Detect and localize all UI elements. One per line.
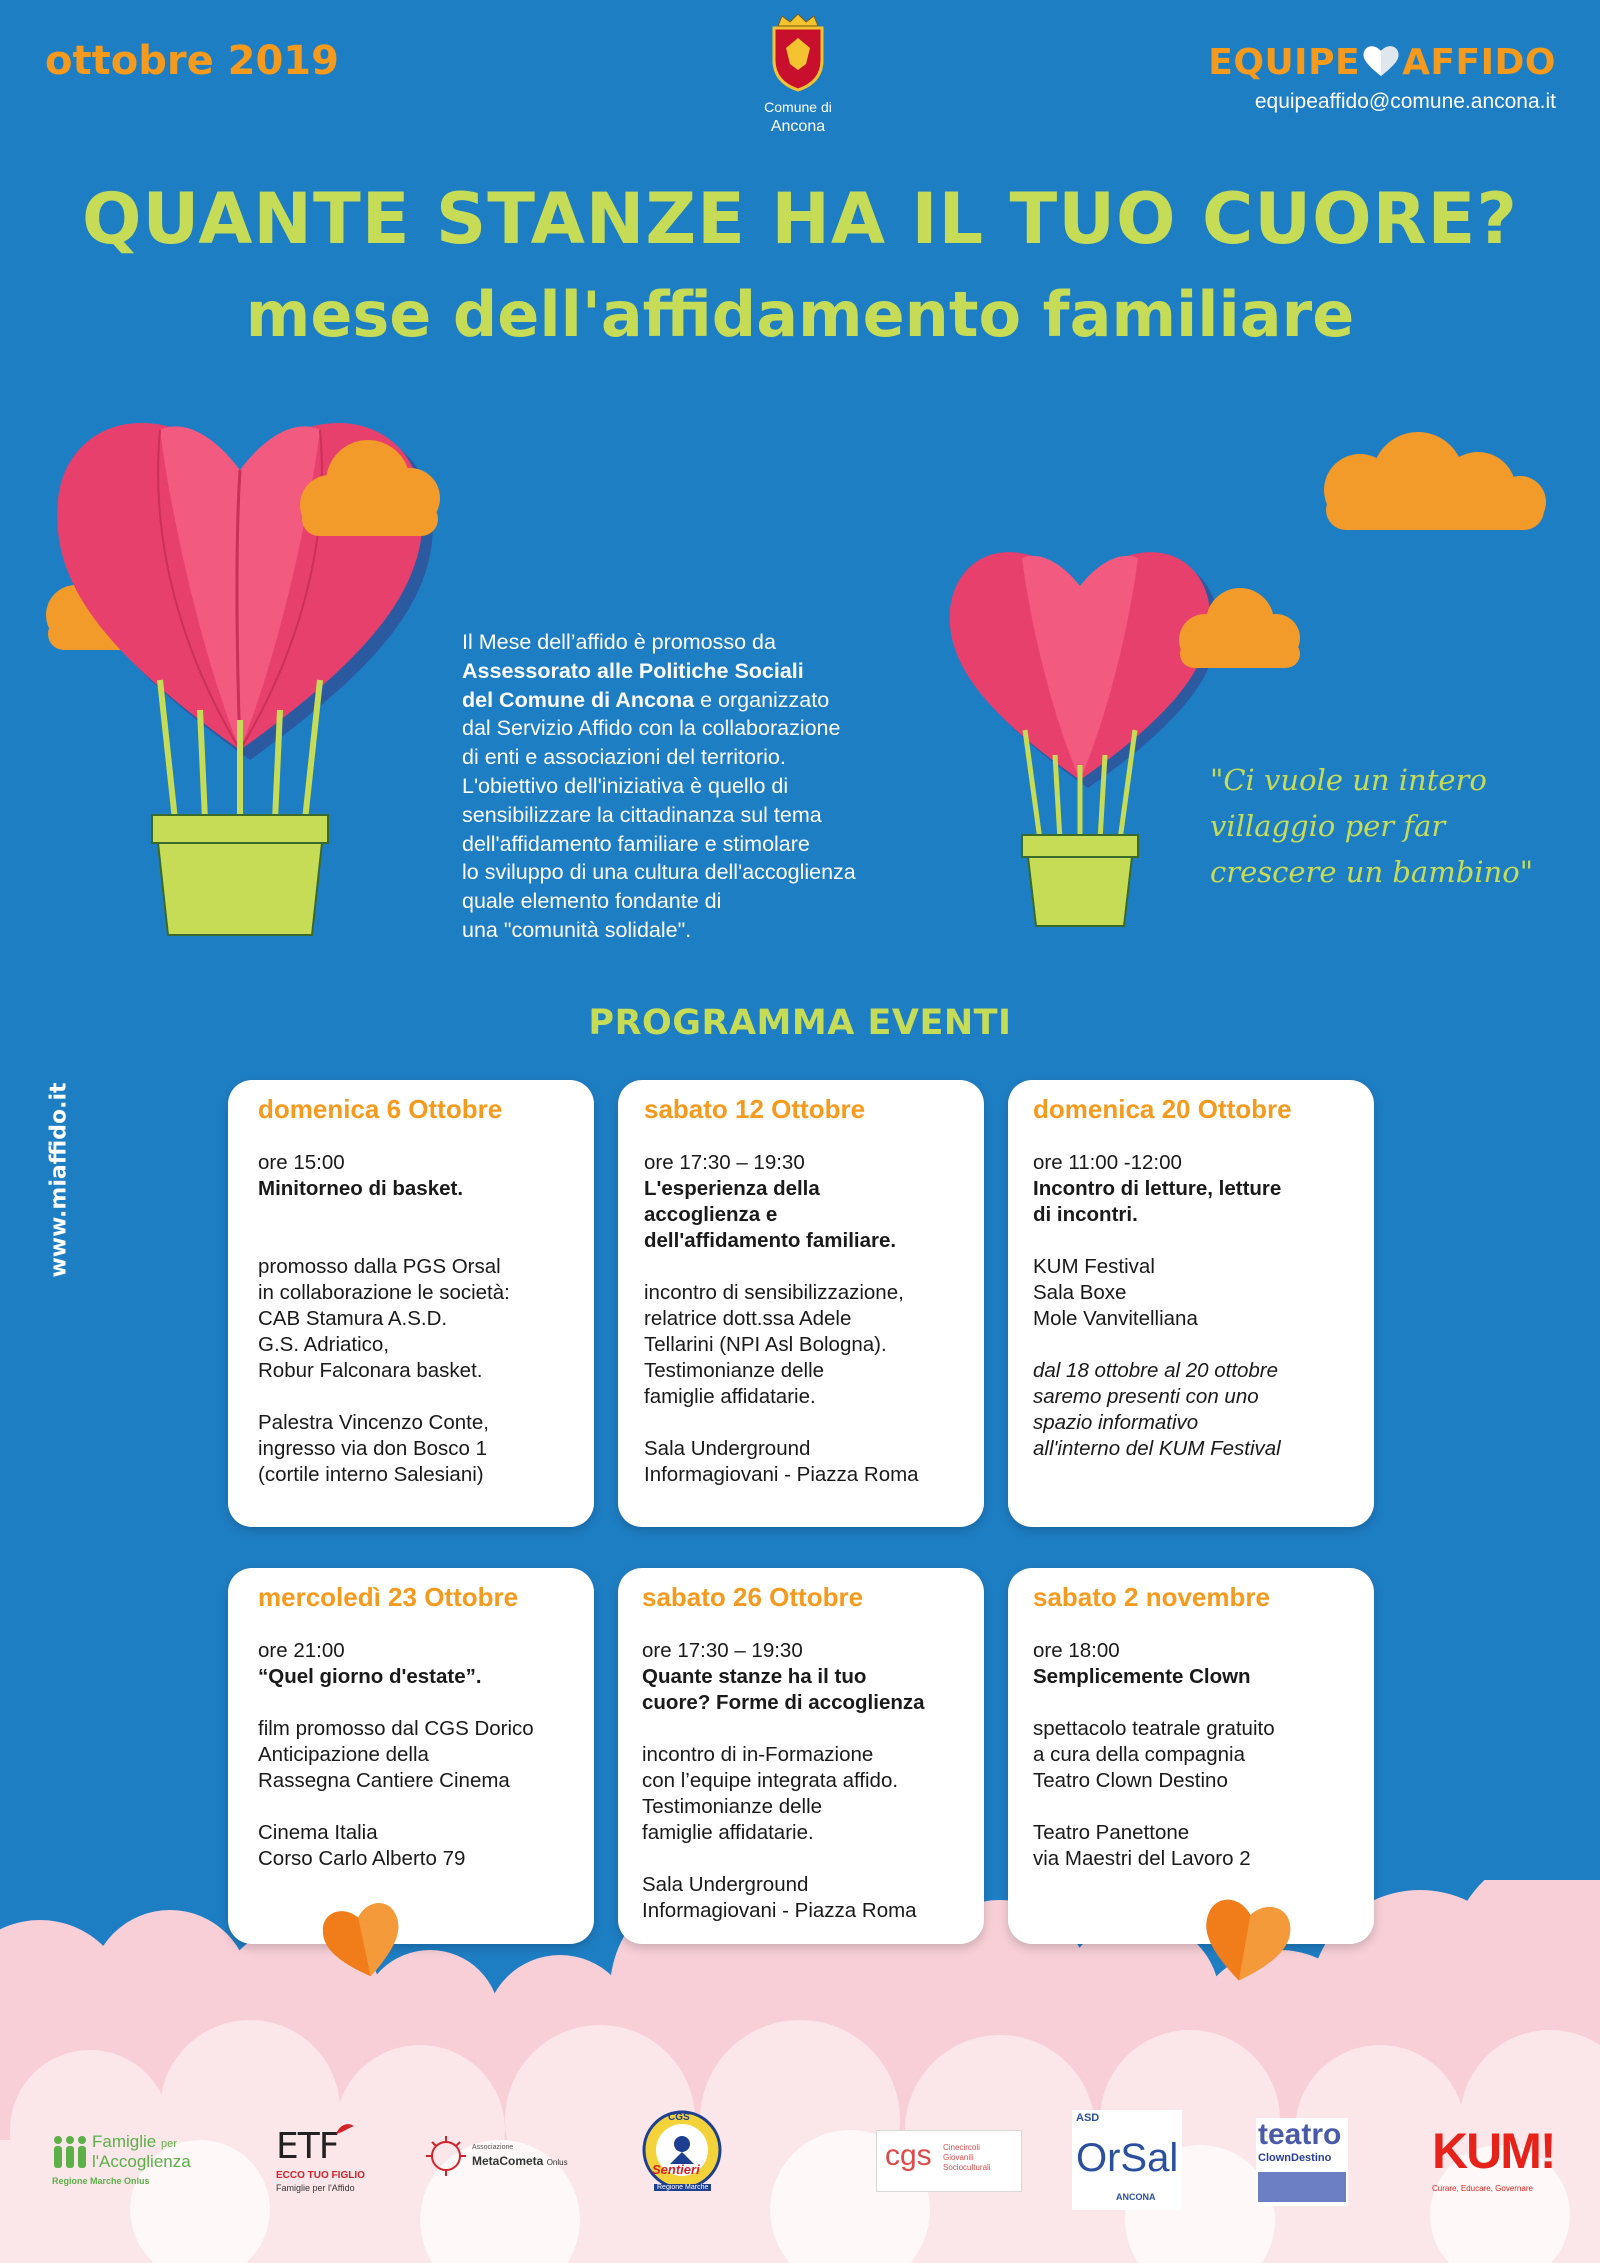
logo-text-part: Onlus bbox=[546, 2158, 568, 2167]
logo-text-part: per bbox=[160, 2138, 177, 2150]
event-title-text: L'esperienza della bbox=[644, 1177, 820, 1200]
intro-line bbox=[462, 686, 982, 715]
event-time: ore 15:00 bbox=[258, 1151, 345, 1174]
event-place: Informagiovani - Piazza Roma bbox=[644, 1463, 919, 1486]
event-date: sabato 2 novembre bbox=[1033, 1582, 1270, 1612]
event-desc: spettacolo teatrale gratuito bbox=[1033, 1717, 1275, 1740]
event-note-text: saremo presenti con uno bbox=[1033, 1385, 1259, 1408]
logo-text-part: Cinecircoli bbox=[943, 2143, 980, 2152]
event-card bbox=[1008, 1080, 1374, 1527]
event-place: Mole Vanvitelliana bbox=[1033, 1307, 1198, 1330]
logo-text-part: Socioculturali bbox=[943, 2163, 991, 2172]
logo-text bbox=[472, 2154, 568, 2168]
logo-text: ClownDestino bbox=[1258, 2152, 1332, 2164]
crest-icon bbox=[768, 14, 828, 92]
event-title-text: dell'affidamento familiare. bbox=[644, 1229, 897, 1252]
logo-text: ASD bbox=[1076, 2112, 1100, 2124]
event-place: Informagiovani - Piazza Roma bbox=[642, 1899, 917, 1922]
intro-bold: Assessorato alle Politiche Sociali bbox=[462, 658, 804, 683]
logo-text: Curare, Educare, Governare bbox=[1432, 2184, 1533, 2193]
quote-line: "Ci vuole un intero bbox=[1210, 763, 1487, 797]
event-desc: film promosso dal CGS Dorico bbox=[258, 1717, 534, 1740]
brand-part1: EQUIPE bbox=[1208, 42, 1361, 83]
logo-text: l'Accoglienza bbox=[92, 2152, 191, 2171]
event-card bbox=[228, 1080, 594, 1527]
event-note-text: dal 18 ottobre al 20 ottobre bbox=[1033, 1359, 1279, 1382]
event-place: Sala Boxe bbox=[1033, 1281, 1127, 1304]
intro-line: L'obiettivo dell'iniziativa è quello di bbox=[462, 773, 789, 798]
logo-text: teatro bbox=[1258, 2118, 1342, 2151]
heart-icon bbox=[1362, 44, 1400, 78]
intro-line: Il Mese dell’affido è promosso da bbox=[462, 630, 776, 654]
intro-line: dal Servizio Affido con la collaborazione bbox=[462, 716, 841, 741]
event-title bbox=[258, 1176, 578, 1202]
logo-text: Regione Marche bbox=[654, 2184, 711, 2191]
event-title bbox=[1033, 1176, 1358, 1202]
quote-line: crescere un bambino" bbox=[1210, 855, 1534, 889]
contact-email[interactable]: equipeaffido@comune.ancona.it bbox=[1254, 90, 1556, 113]
event-date: mercoledì 23 Ottobre bbox=[258, 1582, 519, 1612]
logo-bird-icon bbox=[334, 2120, 356, 2140]
event-desc: incontro di in-Formazione bbox=[642, 1743, 874, 1766]
main-title: QUANTE STANZE HA IL TUO CUORE? bbox=[82, 178, 1518, 260]
logo-famiglie-accoglienza[interactable] bbox=[52, 2130, 202, 2190]
event-place: KUM Festival bbox=[1033, 1255, 1155, 1278]
intro-line: quale elemento fondante di bbox=[462, 889, 722, 914]
program-heading: PROGRAMMA EVENTI bbox=[588, 1003, 1012, 1043]
sponsor-logos bbox=[0, 2100, 1600, 2250]
logo-text-part: Giovanili bbox=[943, 2153, 974, 2162]
event-body bbox=[642, 1638, 968, 1924]
event-body bbox=[1033, 1150, 1358, 1462]
quote bbox=[1210, 757, 1570, 895]
event-desc: Tellarini (NPI Asl Bologna). bbox=[644, 1333, 887, 1356]
event-date: sabato 12 Ottobre bbox=[644, 1094, 866, 1124]
logo-orsal[interactable] bbox=[1072, 2110, 1182, 2210]
logo-ecco-tuo-figlio[interactable] bbox=[272, 2120, 382, 2200]
event-title-text: cuore? Forme di accoglienza bbox=[642, 1691, 925, 1714]
event-desc: in collaborazione le società: bbox=[258, 1281, 510, 1304]
event-time: ore 21:00 bbox=[258, 1639, 345, 1662]
event-desc: relatrice dott.ssa Adele bbox=[644, 1307, 852, 1330]
event-body bbox=[1033, 1638, 1358, 1872]
event-note bbox=[1033, 1410, 1358, 1436]
event-title bbox=[644, 1228, 968, 1254]
event-desc: Testimonianze delle bbox=[642, 1795, 823, 1818]
event-desc: con l’equipe integrata affido. bbox=[642, 1769, 899, 1792]
event-time: ore 17:30 – 19:30 bbox=[644, 1151, 805, 1174]
event-time: ore 18:00 bbox=[1033, 1639, 1120, 1662]
event-place: Teatro Panettone bbox=[1033, 1821, 1190, 1844]
teatro-graphic-icon bbox=[1258, 2168, 1346, 2204]
comune-crest bbox=[758, 14, 838, 134]
event-note bbox=[1033, 1436, 1358, 1462]
event-body bbox=[644, 1150, 968, 1488]
event-title-text: accoglienza e bbox=[644, 1203, 778, 1226]
event-title-text: Quante stanze ha il tuo bbox=[642, 1665, 867, 1688]
event-place: (cortile interno Salesiani) bbox=[258, 1463, 484, 1486]
event-title bbox=[642, 1690, 968, 1716]
intro-line bbox=[462, 657, 982, 686]
logo-text: CGS bbox=[668, 2112, 690, 2123]
quote-line: villaggio per far bbox=[1210, 809, 1446, 843]
event-body bbox=[258, 1638, 578, 1872]
event-place: Palestra Vincenzo Conte, bbox=[258, 1411, 489, 1434]
event-title bbox=[258, 1664, 578, 1690]
event-time: ore 17:30 – 19:30 bbox=[642, 1639, 803, 1662]
logo-text: Famiglie per l'Affido bbox=[276, 2183, 355, 2193]
side-url[interactable] bbox=[36, 1070, 82, 1290]
subtitle: mese dell'affidamento familiare bbox=[245, 278, 1355, 351]
logo-text: Regione Marche Onlus bbox=[52, 2176, 150, 2186]
logo-text: ECCO TUO FIGLIO bbox=[276, 2170, 365, 2181]
event-date: domenica 20 Ottobre bbox=[1033, 1094, 1292, 1124]
crest-caption-1: Comune di bbox=[764, 99, 832, 115]
event-place: via Maestri del Lavoro 2 bbox=[1033, 1847, 1251, 1870]
logo-text: Sentieri bbox=[652, 2162, 700, 2177]
event-desc: a cura della compagnia bbox=[1033, 1743, 1245, 1766]
event-desc: Rassegna Cantiere Cinema bbox=[258, 1769, 510, 1792]
event-title-text: “Quel giorno d'estate”. bbox=[258, 1665, 482, 1688]
event-desc: G.S. Adriatico, bbox=[258, 1333, 390, 1356]
logo-text: Associazione bbox=[472, 2144, 514, 2151]
event-desc: Teatro Clown Destino bbox=[1033, 1769, 1228, 1792]
event-title bbox=[642, 1664, 968, 1690]
comet-icon bbox=[420, 2132, 470, 2180]
intro-text: e organizzato bbox=[694, 687, 830, 712]
event-title-text: Semplicemente Clown bbox=[1033, 1665, 1251, 1688]
event-place: Sala Underground bbox=[642, 1873, 809, 1896]
logo-text bbox=[92, 2132, 177, 2152]
logo-text: KUM! bbox=[1432, 2123, 1555, 2179]
logo-text: ANCONA bbox=[1116, 2192, 1156, 2202]
family-icon bbox=[52, 2134, 88, 2170]
intro-line: di enti e associazioni del territorio. bbox=[462, 745, 786, 770]
logo-cgs[interactable] bbox=[876, 2130, 1022, 2192]
event-body bbox=[258, 1150, 578, 1488]
event-card bbox=[1008, 1568, 1374, 1944]
event-card bbox=[228, 1568, 594, 1944]
intro-line: sensibilizzare la cittadinanza sul tema bbox=[462, 802, 822, 827]
event-card bbox=[618, 1080, 984, 1527]
event-title bbox=[644, 1202, 968, 1228]
logo-text: OrSal bbox=[1076, 2136, 1179, 2180]
intro-line: dell'affidamento familiare e stimolare bbox=[462, 831, 810, 856]
event-desc: promosso dalla PGS Orsal bbox=[258, 1255, 501, 1278]
logo-text: ETF bbox=[276, 2126, 339, 2167]
event-title bbox=[644, 1176, 968, 1202]
event-note-text: all'interno del KUM Festival bbox=[1033, 1437, 1281, 1460]
event-place: ingresso via don Bosco 1 bbox=[258, 1437, 488, 1460]
event-place: Cinema Italia bbox=[258, 1821, 378, 1844]
event-title bbox=[1033, 1664, 1358, 1690]
event-date: sabato 26 Ottobre bbox=[642, 1582, 864, 1612]
logo-kum[interactable] bbox=[1428, 2122, 1560, 2202]
intro-line: una "comunità solidale". bbox=[462, 917, 692, 942]
event-title-text: Incontro di letture, letture bbox=[1033, 1177, 1282, 1200]
logo-text bbox=[943, 2143, 991, 2173]
hot-air-balloon-left bbox=[40, 390, 440, 950]
event-desc: famiglie affidatarie. bbox=[642, 1821, 814, 1844]
crest-caption-2: Ancona bbox=[770, 118, 826, 135]
equipe-affido-logo bbox=[1208, 42, 1556, 83]
logo-metacometa[interactable] bbox=[420, 2132, 568, 2182]
logo-sentieri[interactable] bbox=[642, 2110, 722, 2200]
event-note-text: spazio informativo bbox=[1033, 1411, 1199, 1434]
event-note bbox=[1033, 1358, 1358, 1384]
event-place: Corso Carlo Alberto 79 bbox=[258, 1847, 466, 1870]
event-desc: Robur Falconara basket. bbox=[258, 1359, 483, 1382]
cloud-right bbox=[1300, 430, 1560, 540]
intro-bold: del Comune di Ancona bbox=[462, 687, 695, 712]
event-title-text: Minitorneo di basket. bbox=[258, 1177, 464, 1200]
event-title-text: di incontri. bbox=[1033, 1203, 1138, 1226]
logo-text-part: MetaCometa bbox=[472, 2154, 544, 2168]
event-place: Sala Underground bbox=[644, 1437, 811, 1460]
brand-part2: AFFIDO bbox=[1402, 42, 1556, 83]
logo-teatro-clowndestino[interactable] bbox=[1256, 2118, 1348, 2206]
intro-paragraph bbox=[462, 628, 982, 945]
event-desc: Testimonianze delle bbox=[644, 1359, 825, 1382]
event-desc: incontro di sensibilizzazione, bbox=[644, 1281, 904, 1304]
event-date: domenica 6 Ottobre bbox=[258, 1094, 503, 1124]
heart-right-icon bbox=[1196, 1890, 1296, 1990]
heart-left-icon bbox=[318, 1895, 408, 1985]
event-desc: Anticipazione della bbox=[258, 1743, 429, 1766]
logo-text-part: Famiglie bbox=[92, 2132, 157, 2151]
side-url-text[interactable]: www.miaffido.it bbox=[46, 1082, 72, 1278]
intro-line: lo sviluppo di una cultura dell'accoglienza bbox=[462, 860, 856, 885]
logo-text: cgs bbox=[885, 2139, 932, 2172]
event-desc: famiglie affidatarie. bbox=[644, 1385, 816, 1408]
event-title bbox=[1033, 1202, 1358, 1228]
event-card bbox=[618, 1568, 984, 1944]
event-desc: CAB Stamura A.S.D. bbox=[258, 1307, 448, 1330]
event-note bbox=[1033, 1384, 1358, 1410]
month-label: ottobre 2019 bbox=[45, 38, 339, 84]
event-time: ore 11:00 -12:00 bbox=[1033, 1151, 1182, 1174]
